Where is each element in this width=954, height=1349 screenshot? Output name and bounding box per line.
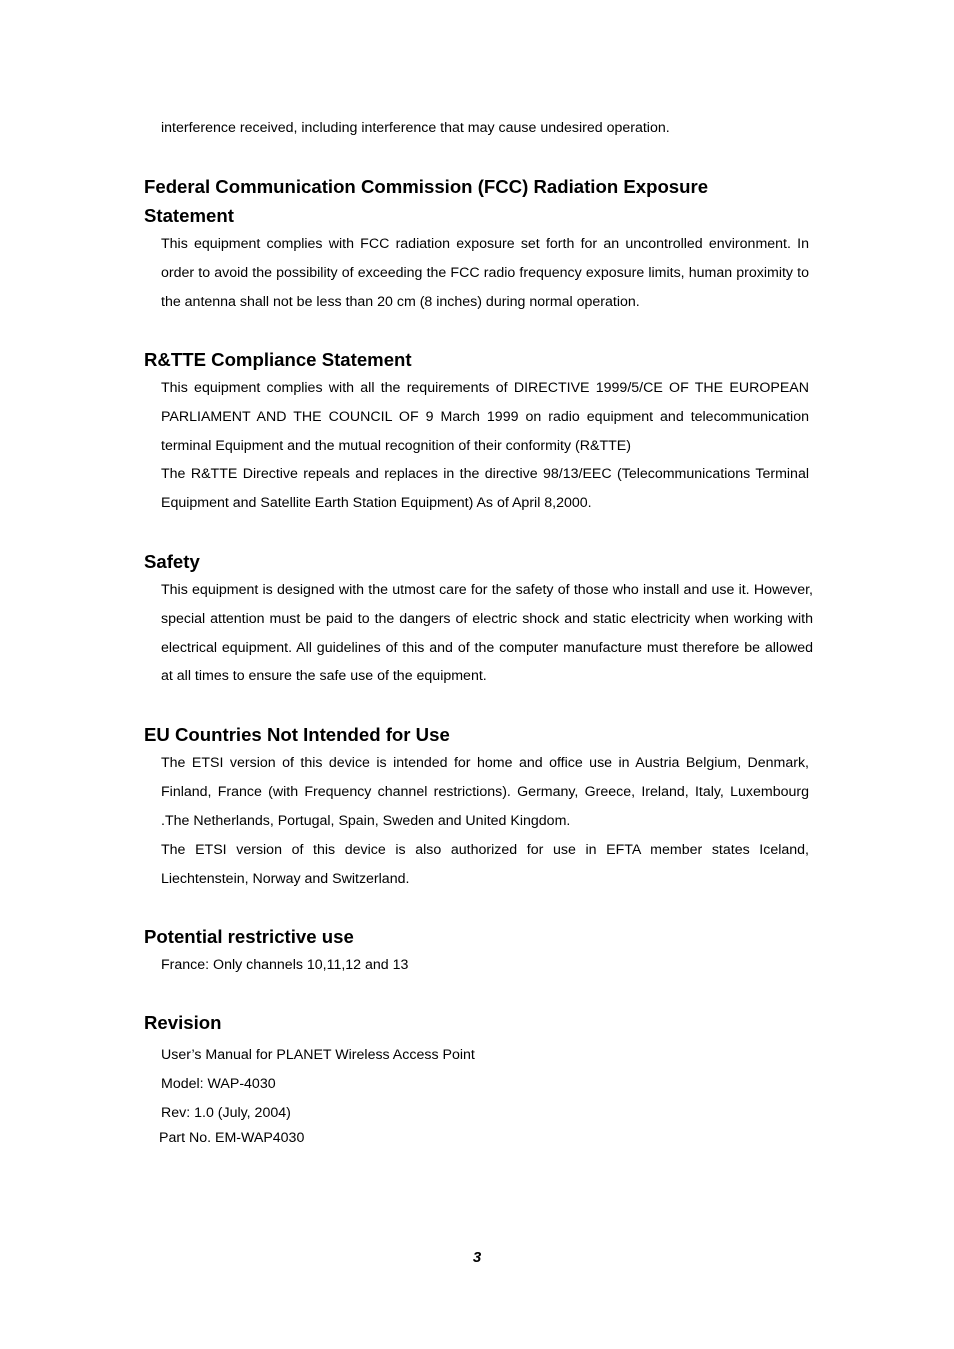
restrictive-body: France: Only channels 10,11,12 and 13 bbox=[161, 957, 409, 973]
rtte-heading: R&TTE Compliance Statement bbox=[144, 349, 412, 370]
revision-heading: Revision bbox=[144, 1012, 222, 1033]
eu-heading: EU Countries Not Intended for Use bbox=[144, 724, 450, 745]
revision-model: Model: WAP-4030 bbox=[161, 1076, 276, 1092]
eu-body-2: The ETSI version of this device is also authorized for use in EFTA member states Iceland, Liechtenstein, Norway and Switzerland. bbox=[161, 842, 809, 887]
rtte-body-2: The R&TTE Directive repeals and replaces in the directive 98/13/EEC (Telecommunications Terminal Equipment and Satellite Earth Station Equipment) As of April 8,2000. bbox=[161, 466, 809, 511]
intro-tail-text: interference received, including interference that may cause undesired operation. bbox=[161, 120, 670, 136]
rtte-body-1: This equipment complies with all the requirements of DIRECTIVE 1999/5/CE OF THE EUROPEAN PARLIAMENT AND THE COUNCIL OF 9 March 1999 on radio equipment and telecommunication terminal Equipment and the mutual recognition of their conformity (R&TTE) bbox=[161, 380, 809, 454]
eu-body-1: The ETSI version of this device is intended for home and office use in Austria Belgium, Denmark, Finland, France (with Frequency channel restrictions). Germany, Greece, Ireland, Italy, Luxembourg .The Netherlands, Portugal, Spain, Sweden and United Kingdom. bbox=[161, 755, 809, 829]
revision-rev: Rev: 1.0 (July, 2004) bbox=[161, 1105, 291, 1121]
restrictive-heading: Potential restrictive use bbox=[144, 926, 354, 947]
fcc-heading: Federal Communication Commission (FCC) Radiation Exposure Statement bbox=[144, 176, 709, 226]
revision-part: Part No. EM-WAP4030 bbox=[159, 1130, 305, 1146]
safety-body: This equipment is designed with the utmost care for the safety of those who install and use it. However, special attention must be paid to the dangers of electric shock and static electricity when working with electrical equipment. All guidelines of this and of the computer manufacture must therefore be allowed at all times to ensure the safe use of the equipment. bbox=[161, 582, 813, 685]
page-number: 3 bbox=[472, 1249, 482, 1266]
fcc-body: This equipment complies with FCC radiation exposure set forth for an uncontrolled environment. In order to avoid the possibility of exceeding the FCC radio frequency exposure limits, human proximity to the antenna shall not be less than 20 cm (8 inches) during normal operation. bbox=[161, 236, 809, 310]
safety-heading: Safety bbox=[144, 551, 200, 572]
revision-manual: User’s Manual for PLANET Wireless Access Point bbox=[161, 1047, 475, 1063]
